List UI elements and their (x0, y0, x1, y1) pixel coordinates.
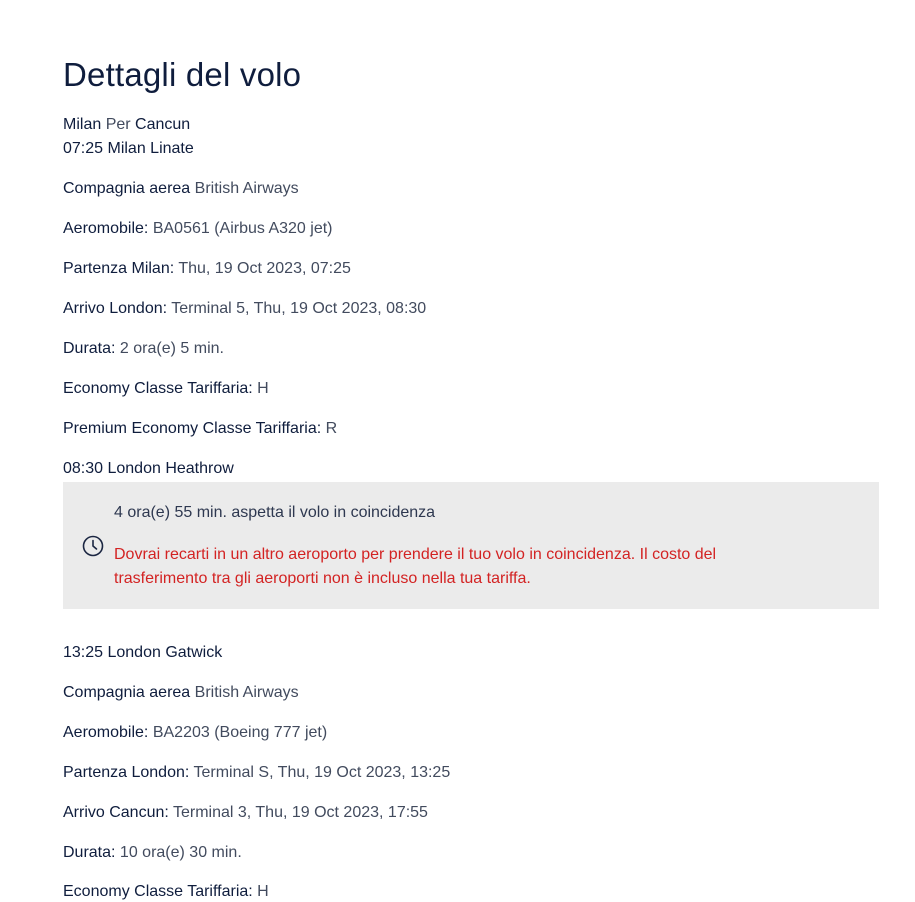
duration-label: Durata: (63, 340, 116, 357)
arrival-label: Arrivo Cancun: (63, 804, 169, 821)
premium-class-value: R (325, 420, 338, 437)
route-summary (63, 115, 190, 135)
route-destination: Cancun (135, 116, 191, 133)
airline-value: British Airways (194, 684, 299, 701)
segment1-duration (63, 339, 224, 359)
route-connector: Per (105, 116, 131, 133)
economy-class-value: H (257, 380, 269, 397)
aircraft-value: BA2203 (Boeing 777 jet) (152, 724, 328, 741)
departure-value: Thu, 19 Oct 2023, 07:25 (178, 260, 351, 277)
arrival-label: Arrivo London: (63, 300, 168, 317)
airline-label: Compagnia aerea (63, 684, 191, 701)
clock-icon (82, 535, 104, 557)
arrival-value: Terminal 3, Thu, 19 Oct 2023, 17:55 (172, 804, 428, 821)
segment1-arrival-line: 08:30 London Heathrow (63, 460, 234, 477)
segment1-aircraft (63, 219, 333, 239)
connection-box (63, 482, 879, 609)
segment1-departure (63, 259, 351, 279)
duration-label: Durata: (63, 844, 116, 861)
duration-value: 10 ora(e) 30 min. (119, 844, 242, 861)
segment2-duration (63, 843, 242, 863)
connection-warning-text: Dovrai recarti in un altro aeroporto per prendere il tuo volo in coincidenza. Il costo del trasferimento tra gli aeroporti non è incluso nella tua tariffa. (114, 546, 717, 587)
airline-label: Compagnia aerea (63, 180, 191, 197)
premium-class-label: Premium Economy Classe Tariffaria: (63, 420, 322, 437)
segment1-departure-line: 07:25 Milan Linate (63, 140, 194, 157)
segment1-arrival (63, 299, 426, 319)
segment2-departure (63, 763, 450, 783)
segment2-economy-class (63, 882, 269, 902)
segment1-airline (63, 179, 299, 199)
page-title: Dettagli del volo (63, 56, 302, 93)
aircraft-value: BA0561 (Airbus A320 jet) (152, 220, 333, 237)
segment2-airline (63, 683, 299, 703)
departure-label: Partenza Milan: (63, 260, 175, 277)
segment1-economy-class (63, 379, 269, 399)
economy-class-label: Economy Classe Tariffaria: (63, 380, 253, 397)
aircraft-label: Aeromobile: (63, 220, 149, 237)
departure-value: Terminal S, Thu, 19 Oct 2023, 13:25 (193, 764, 451, 781)
segment2-aircraft (63, 723, 327, 743)
segment2-arrival (63, 803, 428, 823)
segment1-premium-class (63, 419, 337, 439)
segment2-departure-line: 13:25 London Gatwick (63, 644, 223, 661)
economy-class-value: H (257, 883, 269, 900)
departure-label: Partenza London: (63, 764, 190, 781)
duration-value: 2 ora(e) 5 min. (119, 340, 224, 357)
connection-wait-text: 4 ora(e) 55 min. aspetta il volo in coincidenza (114, 504, 436, 521)
arrival-value: Terminal 5, Thu, 19 Oct 2023, 08:30 (171, 300, 427, 317)
aircraft-label: Aeromobile: (63, 724, 149, 741)
airline-value: British Airways (194, 180, 299, 197)
economy-class-label: Economy Classe Tariffaria: (63, 883, 253, 900)
route-origin: Milan (63, 116, 102, 133)
